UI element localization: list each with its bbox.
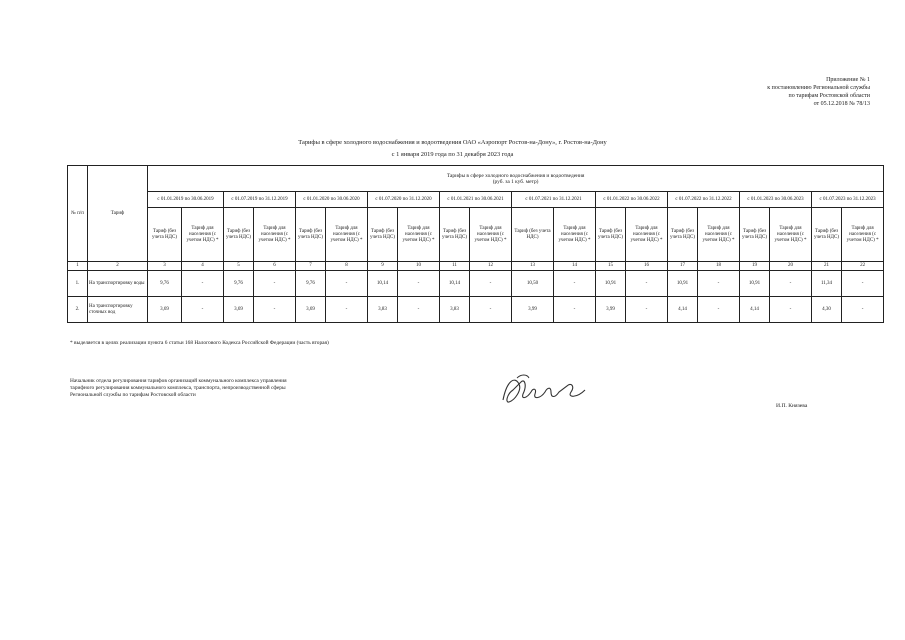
- value-cell: -: [470, 271, 512, 297]
- header-main-unit: (руб. за 1 куб. метр): [492, 178, 539, 185]
- table-row: [68, 297, 884, 323]
- value-cell: 3,69: [148, 297, 182, 323]
- header-no: № п/п: [68, 166, 88, 262]
- column-number-cell: 5: [224, 262, 254, 271]
- period-header: с 01.07.2021 по 31.12.2021: [512, 192, 596, 208]
- column-number-cell: 18: [698, 262, 740, 271]
- column-number-cell: 19: [740, 262, 770, 271]
- value-cell: 10,91: [596, 271, 626, 297]
- subheader-cell: Тариф для населения (с учетом НДС) *: [470, 208, 512, 262]
- subheader-cell: Тариф для населения (с учетом НДС) *: [182, 208, 224, 262]
- column-number-cell: 4: [182, 262, 224, 271]
- value-cell: 9,76: [296, 271, 326, 297]
- subheader-cell: Тариф для населения (с учетом НДС) *: [698, 208, 740, 262]
- value-cell: 3,69: [224, 297, 254, 323]
- value-cell: 10,14: [440, 271, 470, 297]
- value-cell: 3,99: [512, 297, 554, 323]
- value-cell: -: [770, 297, 812, 323]
- subheader-cell: Тариф для населения (с учетом НДС) *: [554, 208, 596, 262]
- subheader-cell: Тариф (без учета НДС): [296, 208, 326, 262]
- value-cell: -: [770, 271, 812, 297]
- period-header: с 01.01.2023 по 30.06.2023: [740, 192, 812, 208]
- subheader-cell: Тариф для населения (с учетом НДС) *: [398, 208, 440, 262]
- value-cell: -: [398, 271, 440, 297]
- row-number: 2.: [68, 297, 88, 323]
- column-number-cell: 22: [842, 262, 884, 271]
- signer-position: Начальник отдела регулирования тарифов организаций коммунального комплекса управления тарифного регулирования коммунального комплекса, транспорта, непроизводственной сферы Региональной службы по тарифам Ростовской области: [70, 378, 287, 398]
- period-header: с 01.07.2020 по 31.12.2020: [368, 192, 440, 208]
- column-number-cell: 15: [596, 262, 626, 271]
- subheader-cell: Тариф (без учета НДС): [148, 208, 182, 262]
- appendix-line-1: Приложение № 1: [826, 77, 870, 83]
- period-header: с 01.01.2020 по 30.06.2020: [296, 192, 368, 208]
- value-cell: -: [842, 271, 884, 297]
- subheader-cell: Тариф (без учета НДС): [668, 208, 698, 262]
- column-number-cell: 20: [770, 262, 812, 271]
- value-cell: -: [842, 297, 884, 323]
- value-cell: -: [254, 271, 296, 297]
- footnote: * выделяется в целях реализации пункта 6 статьи 168 Налогового Кодекса Российской Федерации (часть вторая): [70, 340, 329, 346]
- value-cell: 9,76: [224, 271, 254, 297]
- signer-name: И.П. Князева: [776, 403, 808, 409]
- appendix-line-2: к постановлению Региональной службы: [767, 85, 870, 91]
- column-number-cell: 11: [440, 262, 470, 271]
- period-header: с 01.01.2019 по 30.06.2019: [148, 192, 224, 208]
- subheader-cell: Тариф для населения (с учетом НДС) *: [842, 208, 884, 262]
- period-header: с 01.07.2023 по 31.12.2023: [812, 192, 884, 208]
- header-main: [148, 166, 884, 192]
- subheader-cell: Тариф для населения (с учетом НДС) *: [626, 208, 668, 262]
- value-cell: -: [326, 271, 368, 297]
- value-cell: -: [254, 297, 296, 323]
- column-number-cell: 10: [398, 262, 440, 271]
- header-main-title: Тарифы в сфере холодного водоснабжения и водоотведения: [446, 172, 585, 179]
- value-cell: -: [182, 297, 224, 323]
- value-cell: -: [554, 297, 596, 323]
- value-cell: 4,30: [812, 297, 842, 323]
- column-number-cell: 3: [148, 262, 182, 271]
- value-cell: 10,14: [368, 271, 398, 297]
- value-cell: 10,91: [668, 271, 698, 297]
- appendix-line-3: по тарифам Ростовской области: [788, 93, 870, 99]
- value-cell: -: [554, 271, 596, 297]
- value-cell: -: [326, 297, 368, 323]
- column-number-cell: 16: [626, 262, 668, 271]
- column-number-cell: 7: [296, 262, 326, 271]
- subheader-cell: Тариф (без учета НДС): [440, 208, 470, 262]
- value-cell: -: [626, 271, 668, 297]
- tariff-table: [67, 165, 884, 323]
- period-header: с 01.01.2021 по 30.06.2021: [440, 192, 512, 208]
- column-number-cell: 14: [554, 262, 596, 271]
- period-header: с 01.07.2022 по 31.12.2022: [668, 192, 740, 208]
- column-number-cell: 8: [326, 262, 368, 271]
- value-cell: 3,83: [440, 297, 470, 323]
- subheader-cell: Тариф для населения (с учетом НДС) *: [770, 208, 812, 262]
- subheader-cell: Тариф (без учета НДС): [596, 208, 626, 262]
- value-cell: -: [182, 271, 224, 297]
- column-number-cell: 12: [470, 262, 512, 271]
- subheader-cell: Тариф (без учета НДС): [224, 208, 254, 262]
- subheader-cell: Тариф для населения (с учетом НДС) *: [254, 208, 296, 262]
- subheader-cell: Тариф (без учета НДС): [740, 208, 770, 262]
- document-title: Тарифы в сфере холодного водоснабжения и водоотведения ОАО «Аэропорт Ростов-на-Дону», г. Ростов-на-Дону: [298, 139, 607, 146]
- subheader-cell: Тариф для населения (с учетом НДС) *: [326, 208, 368, 262]
- value-cell: 3,99: [596, 297, 626, 323]
- period-header: с 01.01.2022 по 30.06.2022: [596, 192, 668, 208]
- column-number-cell: 21: [812, 262, 842, 271]
- column-number-cell: 17: [668, 262, 698, 271]
- value-cell: -: [698, 271, 740, 297]
- value-cell: 10,50: [512, 271, 554, 297]
- value-cell: 11,34: [812, 271, 842, 297]
- column-number-cell: 9: [368, 262, 398, 271]
- document-period: с 1 января 2019 года по 31 декабря 2023 года: [391, 151, 514, 158]
- value-cell: 10,91: [740, 271, 770, 297]
- period-header: с 01.07.2019 по 31.12.2019: [224, 192, 296, 208]
- table-row: [68, 271, 884, 297]
- value-cell: 9,76: [148, 271, 182, 297]
- value-cell: -: [398, 297, 440, 323]
- value-cell: 3,69: [296, 297, 326, 323]
- value-cell: 4,14: [668, 297, 698, 323]
- value-cell: -: [470, 297, 512, 323]
- appendix-block: [767, 76, 870, 108]
- value-cell: 3,83: [368, 297, 398, 323]
- value-cell: -: [698, 297, 740, 323]
- column-number-cell: 1: [68, 262, 88, 271]
- row-name: На транспортировку воды: [88, 271, 148, 297]
- subheader-cell: Тариф (без учета НДС): [812, 208, 842, 262]
- appendix-line-4: от 05.12.2018 № 78/13: [813, 101, 870, 107]
- value-cell: -: [626, 297, 668, 323]
- column-number-cell: 13: [512, 262, 554, 271]
- value-cell: 4,14: [740, 297, 770, 323]
- column-number-cell: 2: [88, 262, 148, 271]
- signature-image: [497, 370, 589, 410]
- row-number: 1.: [68, 271, 88, 297]
- subheader-cell: Тариф (без учета НДС): [368, 208, 398, 262]
- column-number-cell: 6: [254, 262, 296, 271]
- subheader-cell: Тариф (без учета НДС): [512, 208, 554, 262]
- row-name: На транспортировку сточных вод: [88, 297, 148, 323]
- header-tariff: Тариф: [88, 166, 148, 262]
